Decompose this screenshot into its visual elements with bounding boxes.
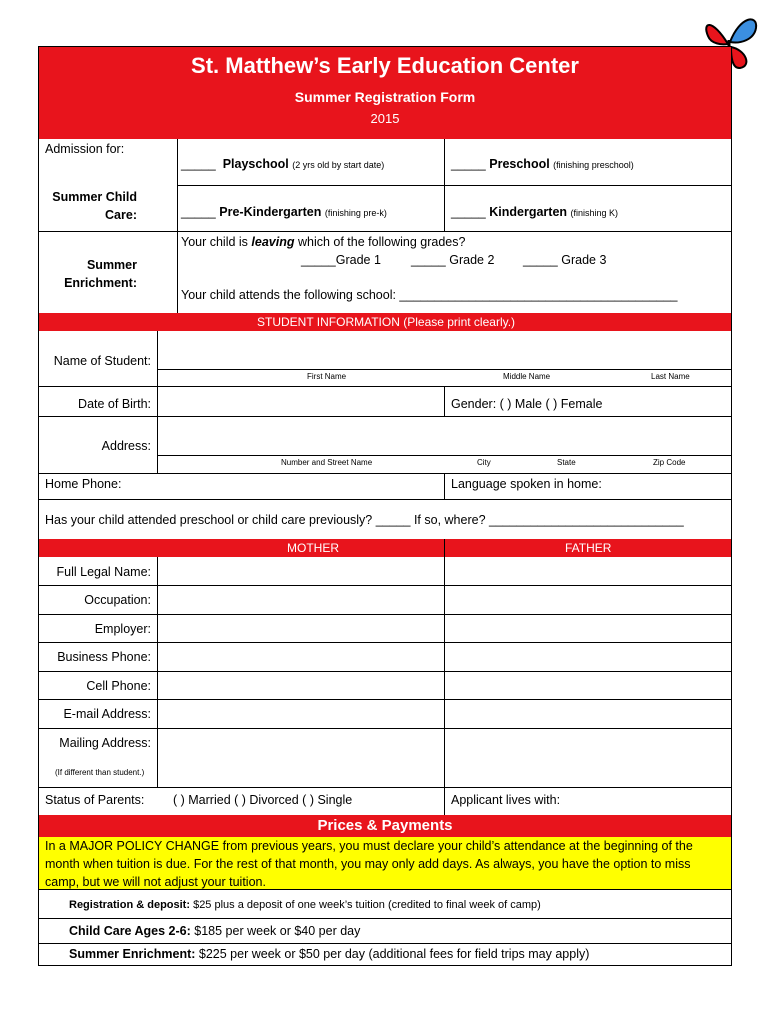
employer-label: Employer: — [94, 622, 151, 636]
summer-enrichment-price: Summer Enrichment: $225 per week or $50 per day (additional fees for field trips may apply) — [69, 947, 590, 961]
kindergarten-option[interactable]: _____ Kindergarten (finishing K) — [451, 205, 619, 219]
zip-caption: Zip Code — [653, 458, 686, 467]
state-caption: State — [557, 458, 576, 467]
preschool-option[interactable]: _____ Preschool (finishing preschool) — [451, 157, 634, 171]
summer-child-care-label-2: Care: — [105, 208, 137, 222]
status-options[interactable]: ( ) Married ( ) Divorced ( ) Single — [173, 793, 353, 807]
applicant-lives-with-label: Applicant lives with: — [451, 793, 561, 807]
grade-3-option[interactable]: _____ Grade 3 — [523, 253, 607, 267]
home-phone-label: Home Phone: — [45, 477, 122, 491]
full-legal-name-label: Full Legal Name: — [56, 565, 151, 579]
registration-form — [38, 46, 732, 966]
status-of-parents-label: Status of Parents: — [45, 793, 145, 807]
prices-title: Prices & Payments — [317, 817, 453, 834]
form-year: 2015 — [370, 111, 400, 126]
school-field[interactable]: Your child attends the following school: ________________________________________ — [181, 288, 678, 302]
first-name-caption: First Name — [307, 372, 347, 381]
playschool-option[interactable]: _____ Playschool (2 yrs old by start date) — [181, 157, 385, 171]
occupation-label: Occupation: — [84, 593, 151, 607]
business-phone-label: Business Phone: — [57, 650, 151, 664]
student-name-label: Name of Student: — [53, 354, 151, 368]
form-header — [39, 47, 731, 139]
grade-2-option[interactable]: _____ Grade 2 — [411, 253, 495, 267]
mailing-note: (If different than student.) — [55, 768, 145, 777]
mother-heading: MOTHER — [287, 541, 339, 555]
student-info-bar: STUDENT INFORMATION (Please print clearly.) — [39, 313, 731, 331]
form-subtitle: Summer Registration Form — [294, 89, 476, 105]
previous-care-question[interactable]: Has your child attended preschool or child care previously? _____ If so, where? ____________________________ — [45, 513, 684, 527]
summer-child-care-label: Summer Child — [52, 190, 137, 204]
leaving-question: Your child is leaving which of the following grades? — [181, 235, 466, 249]
address-label: Address: — [101, 439, 151, 453]
cell-phone-label: Cell Phone: — [86, 679, 151, 693]
prek-option[interactable]: _____ Pre-Kindergarten (finishing pre-k) — [181, 205, 387, 219]
policy-notice: In a MAJOR POLICY CHANGE from previous years, you must declare your child’s attendance at the beginning of the month when tuition is due. For the rest of that month, you may only add days. As always, you have the option to miss camp, but we will not adjust your tuition. — [39, 837, 731, 889]
dob-label: Date of Birth: — [78, 397, 151, 411]
registration-deposit: Registration & deposit: $25 plus a deposit of one week’s tuition (credited to final week of camp) — [69, 899, 541, 911]
form-title: St. Matthew’s Early Education Center — [191, 53, 579, 78]
city-caption: City — [477, 458, 491, 467]
email-label: E-mail Address: — [63, 707, 151, 721]
language-label: Language spoken in home: — [451, 477, 602, 491]
mailing-address-label: Mailing Address: — [59, 736, 151, 750]
gender-field[interactable]: Gender: ( ) Male ( ) Female — [451, 397, 603, 411]
summer-enrichment-label: Summer — [86, 258, 137, 272]
summer-enrichment-label-2: Enrichment: — [64, 276, 137, 290]
child-care-price: Child Care Ages 2-6: $185 per week or $40 per day — [69, 924, 361, 938]
middle-name-caption: Middle Name — [503, 372, 551, 381]
street-caption: Number and Street Name — [281, 458, 373, 467]
prices-bar — [39, 815, 731, 837]
parents-bar — [39, 539, 731, 557]
father-heading: FATHER — [565, 541, 612, 555]
grade-1-option[interactable]: _____Grade 1 — [301, 253, 381, 267]
last-name-caption: Last Name — [651, 372, 690, 381]
admission-label: Admission for: — [45, 142, 125, 156]
